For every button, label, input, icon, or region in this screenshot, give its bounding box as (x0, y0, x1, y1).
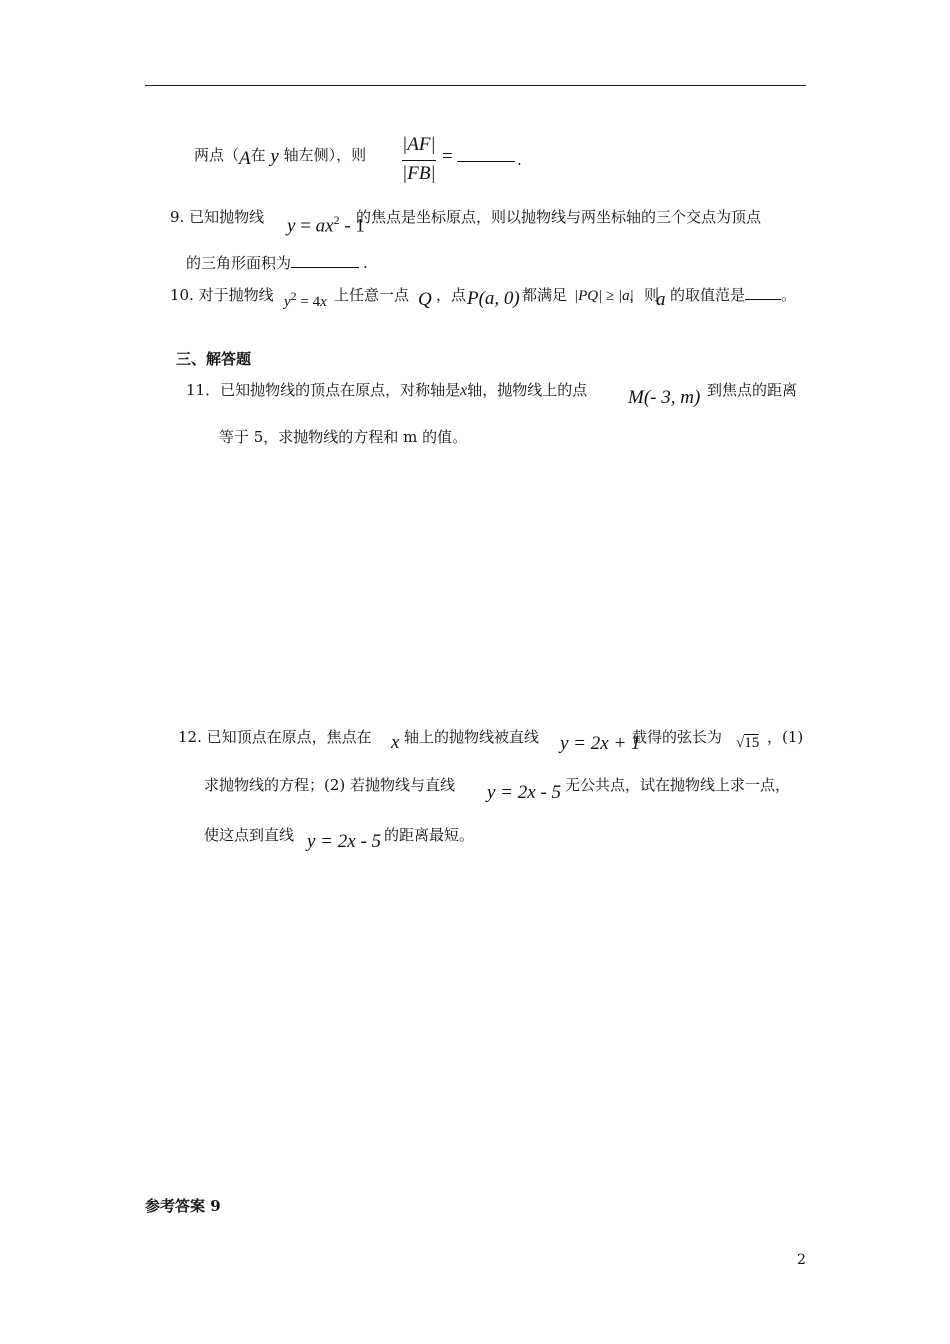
q8-fraction-numerator: |AF| (402, 134, 436, 155)
q12-line3-text-a: 使这点到直线 (204, 826, 295, 844)
q11-text-1: 轴，抛物线上的点 (467, 381, 588, 399)
q12-line3-text-b: 的距离最短。 (384, 826, 475, 844)
q10-condition: |PQ| ≥ |a| (574, 288, 634, 304)
q12-line-eq-3: y = 2x - 5 (307, 831, 382, 852)
q9-label: 9. 已知抛物线 (170, 208, 265, 226)
q10-point-q: Q (418, 289, 432, 310)
q12-root-value: 15 (744, 735, 760, 751)
q12-line-eq-1: y = 2x + 1 (560, 733, 641, 754)
q12-line2-text-a: 求抛物线的方程；(2) 若抛物线与直线 (204, 776, 456, 794)
q9-line-1-text (356, 207, 761, 227)
q10-line-end (670, 285, 796, 305)
q10-text-4: ，则 (629, 286, 660, 304)
q8-point-a: A (239, 148, 251, 169)
q11-label: 11．已知抛物线的顶点在原点，对称轴是 (186, 381, 461, 399)
q10-label: 10. 对于抛物线 (170, 286, 274, 304)
q9-line2-text: 的三角形面积为 (186, 254, 292, 272)
q8-fraction-denominator: |FB| (402, 163, 436, 184)
q10-line (170, 285, 274, 305)
q11-text-2: 到焦点的距离 (707, 381, 798, 399)
q10-end: 。 (781, 286, 797, 304)
q9-period: . (363, 254, 368, 272)
q10-text-3: 都满足 (522, 286, 568, 304)
q12-line-2 (204, 775, 455, 795)
q12-line-3 (204, 825, 294, 845)
q9-line-1 (170, 207, 264, 227)
q8-equals: = (442, 146, 453, 167)
header-rule (145, 85, 806, 86)
q8-line (194, 145, 367, 169)
q9-answer-blank (291, 253, 359, 268)
q11-x: x (460, 382, 468, 399)
q8-answer-blank (457, 147, 515, 162)
q9-line-2 (186, 253, 368, 273)
q12-root (736, 735, 759, 752)
q12-line-1 (178, 727, 372, 747)
answer-title: 参考答案 9 (145, 1197, 221, 1215)
q8-text-3: 轴左侧），则 (283, 146, 367, 164)
q10-text-1: 上任意一点 (334, 286, 410, 304)
q12-text-2: 截得的弦长为 (632, 728, 723, 746)
q12-text-3: ，(1) (767, 728, 804, 746)
q11-point-m: M(- 3, m) (628, 387, 701, 408)
q8-y-axis: y (270, 146, 279, 167)
q9-text: 的焦点是坐标原点，则以抛物线与两坐标轴的三个交点为顶点 (356, 208, 762, 226)
q12-x: x (391, 732, 400, 753)
page-number: 2 (797, 1252, 806, 1268)
q10-answer-blank (745, 285, 781, 300)
q12-line2-text-b: 无公共点，试在抛物线上求一点， (565, 776, 791, 794)
q8-text-2: 在 (250, 146, 266, 164)
q8-text-1: 两点（ (194, 146, 240, 164)
q10-a: a (656, 289, 666, 310)
q10-text-2: ，点 (436, 286, 467, 304)
q12-label: 12. 已知顶点在原点，焦点在 (178, 728, 372, 746)
q12-text-1: 轴上的抛物线被直线 (404, 728, 540, 746)
section-title: 三、解答题 (176, 350, 252, 368)
q11-line-2: 等于 5，求抛物线的方程和 m 的值。 (219, 428, 468, 446)
q8-fraction-bar (402, 160, 436, 161)
q10-text-5: 的取值范是 (670, 286, 746, 304)
q8-period: . (517, 151, 522, 169)
q11-line-1 (186, 380, 587, 401)
q10-point-p: P(a, 0) (467, 288, 520, 309)
q9-formula: $y = ax^2 - 1$ (287, 213, 365, 237)
sqrt-icon: √ (736, 735, 745, 751)
q12-line-eq-2: y = 2x - 5 (487, 782, 562, 803)
q10-formula: $y^2 = 4x$ (284, 289, 327, 310)
